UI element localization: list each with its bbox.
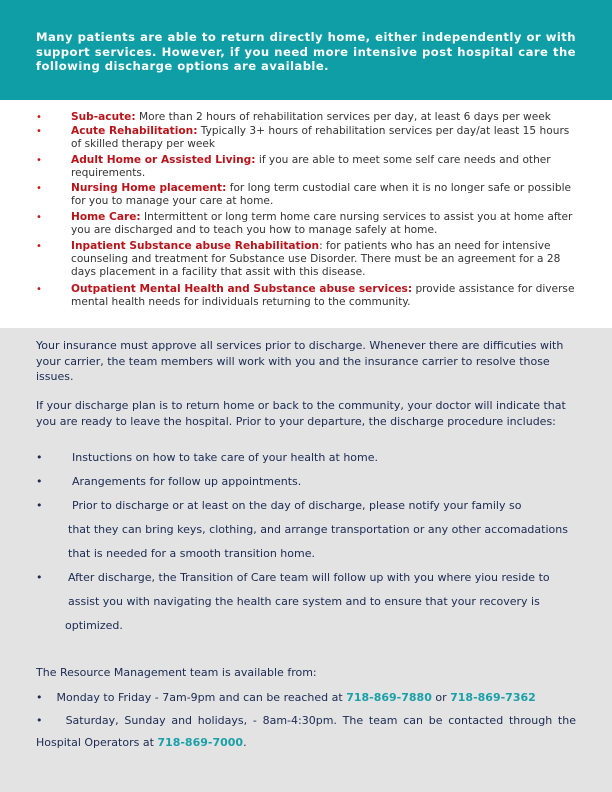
list-item xyxy=(36,566,581,592)
list-item xyxy=(36,154,576,180)
procedure-text: assist you with navigating the health care system and to ensure that your recovery is xyxy=(68,595,540,608)
option-term: Inpatient Substance abuse Rehabilitation xyxy=(71,240,320,252)
option-desc: for long term custodial care when it is no longer safe or possible for you to manage your care at home. xyxy=(71,182,572,207)
option-desc: Typically 3+ hours of rehabilitation services per day/at least 15 hours of skilled therapy per week xyxy=(71,125,570,150)
discharge-options-list xyxy=(0,100,612,328)
option-term: Adult Home or Assisted Living: xyxy=(71,154,256,166)
bullet-icon: • xyxy=(36,475,43,488)
procedure-continuation xyxy=(36,518,581,544)
weekday-hours xyxy=(36,691,576,704)
option-term: Outpatient Mental Health and Substance abuse services: xyxy=(71,283,413,295)
procedure-text: Prior to discharge or at least on the day of discharge, please notify your family so xyxy=(72,499,522,512)
procedure-text: that they can bring keys, clothing, and arrange transportation or any other accomadations xyxy=(68,523,568,536)
bullet-icon: • xyxy=(36,714,43,727)
discharge-info-section xyxy=(0,328,612,792)
option-desc: : for patients who has an need for intensive counseling and treatment for Substance use Disorder. There must be an agreement for a 28 days placement in a facility that assit with this disease. xyxy=(71,240,561,278)
intro-banner xyxy=(0,0,612,100)
bullet-icon: • xyxy=(36,691,43,704)
option-term: Home Care: xyxy=(71,211,141,223)
procedure-text: that is needed for a smooth transition home. xyxy=(68,547,315,560)
list-item xyxy=(36,240,576,279)
list-item xyxy=(36,111,576,124)
discharge-intro-paragraph: If your discharge plan is to return home or back to the community, your doctor will indicate that you are ready to leave the hospital. Prior to your departure, the discharge procedure includes: xyxy=(36,399,566,428)
operator-phone-link[interactable]: 718-869-7000 xyxy=(157,736,244,749)
procedure-text: Arangements for follow up appointments. xyxy=(72,475,302,488)
insurance-paragraph: Your insurance must approve all services prior to discharge. Whenever there are difficuties with your carrier, the team members will work with you and the insurance carrier to resolve those issues. xyxy=(36,339,564,383)
option-desc: More than 2 hours of rehabilitation services per day, at least 6 days per week xyxy=(135,111,551,123)
bullet-icon: • xyxy=(36,499,43,512)
option-term: Sub-acute: xyxy=(71,111,136,123)
option-term: Nursing Home placement: xyxy=(71,182,227,194)
list-item xyxy=(36,446,581,472)
list-item xyxy=(36,125,576,151)
option-term: Acute Rehabilitation: xyxy=(71,125,198,137)
bullet-icon: • xyxy=(36,451,43,464)
weekday-text: Monday to Friday - 7am-9pm and can be reached at xyxy=(56,691,347,704)
intro-text: Many patients are able to return directly home, either independently or with support services. However, if you need more intensive post hospital care the following discharge options are available. xyxy=(36,30,576,74)
bullet-icon: • xyxy=(36,126,42,137)
procedure-continuation xyxy=(36,614,581,640)
or-text: or xyxy=(431,691,451,704)
bullet-icon: • xyxy=(36,183,42,194)
bullet-icon: • xyxy=(36,571,43,584)
procedure-continuation xyxy=(36,542,581,568)
period-text: . xyxy=(243,736,247,749)
phone-link-1[interactable]: 718-869-7880 xyxy=(346,691,432,704)
weekend-text: Saturday, Sunday and holidays, - 8am-4:30pm. The team can be contacted through the Hospital Operators at xyxy=(36,714,576,749)
list-item xyxy=(36,470,581,496)
list-item xyxy=(36,211,576,237)
list-item xyxy=(36,494,581,520)
procedure-text: optimized. xyxy=(65,619,123,632)
procedure-text: Instuctions on how to take care of your health at home. xyxy=(72,451,379,464)
bullet-icon: • xyxy=(36,112,42,123)
bullet-icon: • xyxy=(36,155,42,166)
list-item xyxy=(36,283,576,309)
option-desc: provide assistance for diverse mental health needs for individuals returning to the community. xyxy=(71,283,575,308)
bullet-icon: • xyxy=(36,212,42,223)
list-item xyxy=(36,182,576,208)
bullet-icon: • xyxy=(36,284,42,295)
option-desc: if you are able to meet some self care needs and other requirements. xyxy=(71,154,551,179)
phone-link-2[interactable]: 718-869-7362 xyxy=(450,691,536,704)
weekend-hours xyxy=(36,710,576,754)
procedure-text: After discharge, the Transition of Care team will follow up with you where yiou reside to xyxy=(68,571,550,584)
bullet-icon: • xyxy=(36,241,42,252)
option-desc: Intermittent or long term home care nursing services to assist you at home after you are discharged and to teach you how to manage safely at home. xyxy=(71,211,573,236)
resource-heading: The Resource Management team is available from: xyxy=(36,666,317,679)
procedure-continuation xyxy=(36,590,581,616)
